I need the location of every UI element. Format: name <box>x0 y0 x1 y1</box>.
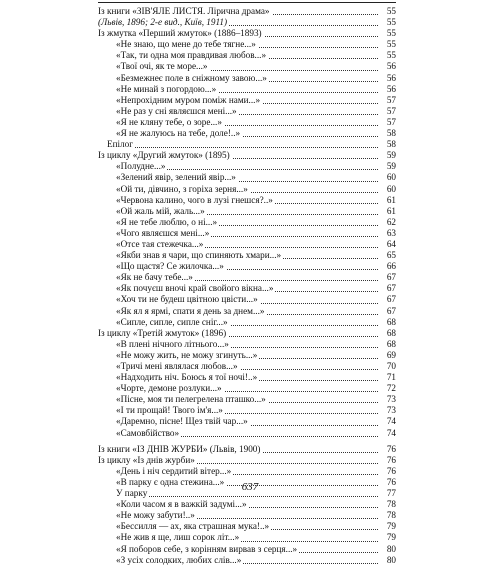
toc-entry[interactable] <box>98 128 396 139</box>
toc-entry-page: 57 <box>384 106 396 117</box>
toc-entry[interactable] <box>98 161 396 172</box>
toc-entry-title: «Чого являєшся мені...» <box>116 227 210 238</box>
toc-entry-title: У парку <box>116 488 148 499</box>
toc-entry[interactable] <box>98 328 396 339</box>
toc-entry-page: 68 <box>384 339 396 350</box>
toc-entry-title: «Полудне...» <box>116 161 166 172</box>
toc-entry-title: «Ой жаль мій, жаль...» <box>116 205 205 216</box>
toc-entry-page: 61 <box>384 206 396 217</box>
toc-entry-title: Із книги «ІЗ ДНІВ ЖУРБИ» (Львів, 1900) <box>98 443 261 454</box>
toc-entry-page: 66 <box>384 261 396 272</box>
toc-entry-title: Із циклу «Другий жмуток» (1895) <box>98 150 230 161</box>
toc-entry[interactable] <box>98 317 396 328</box>
toc-entry-page: 67 <box>384 294 396 305</box>
toc-entry-title: Із циклу «Третій жмуток» (1896) <box>98 327 227 338</box>
toc-entry[interactable] <box>98 106 396 117</box>
toc-entry-page: 61 <box>384 195 396 206</box>
toc-entry[interactable] <box>98 84 396 95</box>
toc-entry[interactable] <box>98 117 396 128</box>
toc-entry[interactable] <box>98 521 396 532</box>
toc-entry-page: 80 <box>384 544 396 555</box>
toc-entry-title: «В плені нічного літнього...» <box>116 338 229 349</box>
toc-entry-title: «Даремно, пісне! Щез твій чар...» <box>116 416 248 427</box>
toc-entry[interactable] <box>98 139 396 150</box>
toc-entry[interactable] <box>98 405 396 416</box>
toc-entry[interactable] <box>98 184 396 195</box>
toc-entry-page: 56 <box>384 73 396 84</box>
toc-entry-page: 74 <box>384 416 396 427</box>
toc-entry-page: 77 <box>384 488 396 499</box>
toc-entry-page: 73 <box>384 394 396 405</box>
page-number: 637 <box>241 481 259 493</box>
dot-leader <box>116 496 378 497</box>
toc-entry[interactable] <box>98 510 396 521</box>
toc-entry-page: 56 <box>384 84 396 95</box>
toc-entry-page: 70 <box>384 361 396 372</box>
toc-entry[interactable] <box>98 416 396 427</box>
toc-entry-title: «Бессилля — ах, яка страшная мука!..» <box>116 521 270 532</box>
toc-entry-page: 55 <box>384 50 396 61</box>
toc-entry[interactable] <box>98 28 396 39</box>
toc-entry-title: «Я поборов себе, з корінням вирвав з серця...» <box>116 543 298 554</box>
toc-entry-title: «В парку є одна стежина...» <box>116 476 225 487</box>
toc-entry[interactable] <box>98 261 396 272</box>
toc-entry-page: 74 <box>384 428 396 439</box>
toc-entry[interactable] <box>98 272 396 283</box>
toc-entry[interactable] <box>98 73 396 84</box>
toc-entry[interactable] <box>98 239 396 250</box>
toc-entry-page: 69 <box>384 350 396 361</box>
toc-entry-page: 67 <box>384 306 396 317</box>
toc-entry-page: 55 <box>384 17 396 28</box>
toc-entry[interactable] <box>98 455 396 466</box>
toc-entry-page: 55 <box>384 39 396 50</box>
toc-entry[interactable] <box>98 499 396 510</box>
toc-entry[interactable] <box>98 466 396 477</box>
toc-entry-page: 78 <box>384 499 396 510</box>
toc-entry-page: 56 <box>384 61 396 72</box>
toc-entry-title: «Надходить ніч. Боюсь я тої ночі!..» <box>116 372 258 383</box>
toc-entry-title: Епілог <box>107 139 134 150</box>
toc-entry-page: 79 <box>384 521 396 532</box>
toc-entry[interactable] <box>98 532 396 543</box>
toc-entry-title: Із книги «ЗІВ'ЯЛЕ ЛИСТЯ. Лірична драма» <box>98 6 270 16</box>
toc-entry-title: «Я не кляну тебе, о зоре...» <box>116 116 222 127</box>
toc-entry-title: «Не можу жить, не можу згинуть...» <box>116 349 258 360</box>
toc-entry[interactable] <box>98 428 396 439</box>
toc-entry-title: «Безмежнеє поле в сніжному завою...» <box>116 72 267 83</box>
toc-entry-title: «Що щастя? Се жилочка...» <box>116 261 224 272</box>
toc-entry-page: 76 <box>384 477 396 488</box>
toc-entry-title: «Я не жалуюсь на тебе, доле!..» <box>116 128 241 139</box>
toc-entry[interactable] <box>98 250 396 261</box>
toc-entry[interactable] <box>98 217 396 228</box>
toc-entry-page: 57 <box>384 117 396 128</box>
toc-entry-title: «Так, ти одна моя правдивая любов...» <box>116 50 267 61</box>
toc-entry-page: 73 <box>384 405 396 416</box>
toc-entry-title: «Коли часом я в важкій задумі...» <box>116 499 247 510</box>
toc-entry-page: 62 <box>384 217 396 228</box>
toc-entry-page: 55 <box>384 28 396 39</box>
toc-entry-title: «День і ніч сердитий вітер...» <box>116 465 232 476</box>
toc-entry-title: Із жмутка «Перший жмуток» (1886–1893) <box>98 28 262 39</box>
toc-entry-title: «Чорте, демоне розлуки...» <box>116 383 222 394</box>
toc-entry[interactable] <box>98 6 396 17</box>
toc-entry[interactable] <box>98 372 396 383</box>
toc-entry-title: «Не раз у сні являєшся мені...» <box>116 105 237 116</box>
toc-entry-page: 68 <box>384 317 396 328</box>
toc-entry-page: 58 <box>384 139 396 150</box>
toc-entry[interactable] <box>98 17 396 28</box>
toc-entry-title: «Як ял я ярмі, спати я день за днем...» <box>116 305 265 316</box>
toc-entry-page: 76 <box>384 455 396 466</box>
toc-entry-title: «Непрохідним муром поміж нами...» <box>116 94 261 105</box>
toc-entry-page: 80 <box>384 555 396 566</box>
toc-entry-page: 64 <box>384 239 396 250</box>
toc-entry[interactable] <box>98 228 396 239</box>
toc-entry[interactable] <box>98 294 396 305</box>
toc-entry-page: 76 <box>384 444 396 455</box>
toc-entry-title: «Не знаю, що мене до тебе тягне...» <box>116 39 256 50</box>
toc-entry-page: 59 <box>384 150 396 161</box>
top-rule <box>98 2 396 3</box>
toc-entry[interactable] <box>98 350 396 361</box>
toc-entry-title: «Зелений явір, зелений явір...» <box>116 172 236 183</box>
toc-entry-title: «Самовбійство» <box>116 427 180 438</box>
toc-entry-page: 60 <box>384 172 396 183</box>
toc-entry-page: 63 <box>384 228 396 239</box>
toc-entry[interactable] <box>98 50 396 61</box>
toc-entry[interactable] <box>98 195 396 206</box>
toc-entry[interactable] <box>98 394 396 405</box>
toc-entry-title: «Пісне, моя ти пелегрелена пташко...» <box>116 394 266 405</box>
toc-entry-title: «Сипле, сипле, сипле сніг...» <box>116 316 228 327</box>
toc-entry-title: «Якби знав я чари, що спиняють хмари...» <box>116 250 282 261</box>
toc-entry[interactable] <box>98 339 396 350</box>
toc-entry-title: «Як почуєш вночі край свойого вікна...» <box>116 283 274 294</box>
toc-entry-title: (Львів, 1896; 2-е вид., Київ, 1911) <box>98 17 228 28</box>
toc-entry-title: «Не минай з погордою...» <box>116 83 217 94</box>
toc-entry[interactable] <box>98 544 396 555</box>
toc-entry-title: «Твої очі, як те море...» <box>116 61 208 72</box>
toc-entry-page: 67 <box>384 272 396 283</box>
toc-entry-title: Із циклу «Із днів журби» <box>98 454 195 465</box>
toc-entry[interactable] <box>98 555 396 566</box>
toc-entry[interactable] <box>98 361 396 372</box>
toc-entry-page: 55 <box>384 6 396 17</box>
toc-entry-page: 65 <box>384 250 396 261</box>
toc-entry-title: «Ой ти, дівчино, з горіха зерня...» <box>116 183 248 194</box>
toc-entry-page: 78 <box>384 510 396 521</box>
toc-entry-page: 76 <box>384 466 396 477</box>
toc-entry-title: «Не можу забути!..» <box>116 510 195 521</box>
toc-entry-page: 79 <box>384 532 396 543</box>
toc-entry-page: 68 <box>384 328 396 339</box>
toc-entry-page: 72 <box>384 383 396 394</box>
toc-entry-page: 60 <box>384 184 396 195</box>
toc-entry[interactable] <box>98 61 396 72</box>
toc-entry-page: 59 <box>384 161 396 172</box>
toc-entry[interactable] <box>98 172 396 183</box>
toc-entry-title: «Як не бачу тебе...» <box>116 272 193 283</box>
toc-entry[interactable] <box>98 283 396 294</box>
toc-entry-title: «І ти прощай! Твого ім'я...» <box>116 405 223 416</box>
toc-entry-title: «Тричі мені являлася любов...» <box>116 361 238 371</box>
toc-entry-title: «Червона калино, чого в лузі гнешся?..» <box>116 194 273 205</box>
toc-entry-page: 71 <box>384 372 396 383</box>
toc-entry[interactable] <box>98 206 396 217</box>
dot-leader <box>107 147 378 148</box>
toc-entry[interactable] <box>98 383 396 394</box>
toc-entry-page: 67 <box>384 283 396 294</box>
toc-entry[interactable] <box>98 150 396 161</box>
toc-entry-title: «Хоч ти не будеш цвітною цвісти...» <box>116 294 258 305</box>
toc-entry-title: «Отсе тая стежечка...» <box>116 238 204 249</box>
toc-entry-title: «Я не тебе люблю, о ні...» <box>116 216 218 227</box>
toc-entry[interactable] <box>98 306 396 317</box>
toc-entry-page: 57 <box>384 95 396 106</box>
toc-entry[interactable] <box>98 39 396 50</box>
toc-entry-page: 58 <box>384 128 396 139</box>
toc-entry[interactable] <box>98 95 396 106</box>
toc-entry[interactable] <box>98 444 396 455</box>
toc-entry-title: «З усіх солодких, любих слів...» <box>116 554 242 565</box>
toc-entry-title: «Не жив я ще, лиш сорок літ...» <box>116 532 240 543</box>
